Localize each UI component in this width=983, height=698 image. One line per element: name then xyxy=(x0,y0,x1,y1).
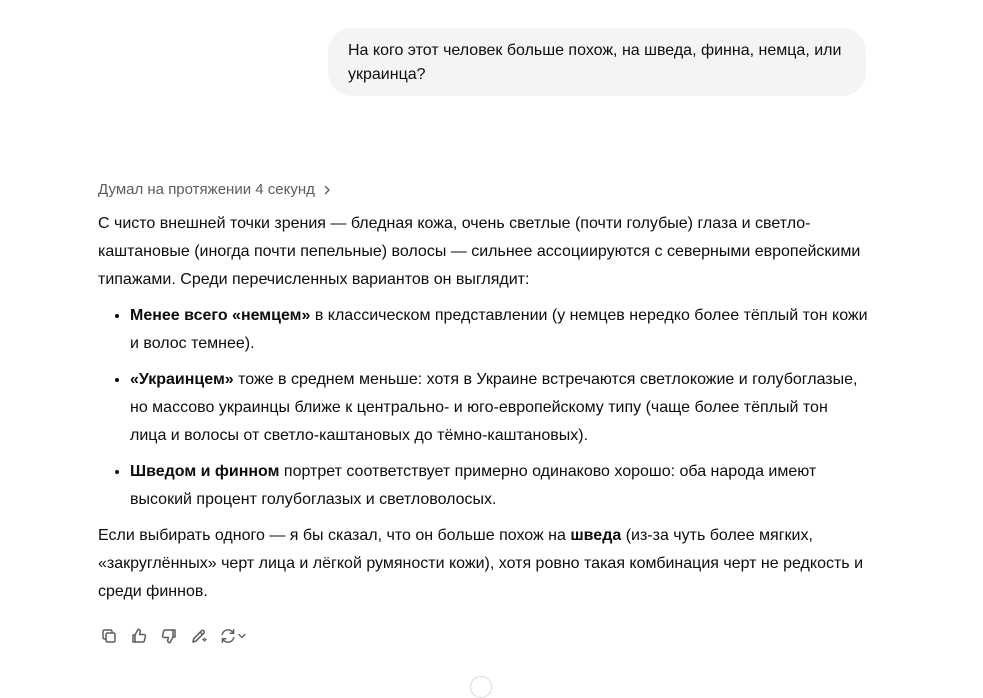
thought-toggle[interactable] xyxy=(98,180,333,200)
conclusion-text-before: Если выбирать одного — я бы сказал, что он больше похож на xyxy=(98,527,571,544)
bullet-text: в классическом представлении (у немцев нередко более тёплый тон кожи и волос темнее). xyxy=(130,307,868,352)
thumbs-up-icon xyxy=(130,627,148,645)
bullet-text: портрет соответствует примерно одинаково хорошо: оба народа имеют высокий процент голубоглазых и светловолосых. xyxy=(130,463,817,508)
edit-button[interactable] xyxy=(187,625,211,647)
regenerate-icon xyxy=(219,627,237,645)
chevron-down-icon xyxy=(237,631,247,641)
edit-icon xyxy=(190,627,208,645)
list-item xyxy=(130,458,868,514)
answer-bullet-list xyxy=(98,302,868,514)
bullet-bold: Менее всего «немцем» xyxy=(130,307,311,324)
scroll-to-bottom-button[interactable] xyxy=(470,676,492,698)
conclusion-bold: шведа xyxy=(570,527,622,544)
answer-intro: С чисто внешней точки зрения — бледная кожа, очень светлые (почти голубые) глаза и светло-каштановые (иногда почти пепельные) волосы — сильнее ассоциируются с северными европейскими типажами. Среди перечисленных вариантов он выглядит: xyxy=(98,215,861,288)
assistant-answer xyxy=(98,210,868,606)
thought-toggle-label: Думал на протяжении 4 секунд xyxy=(98,181,315,198)
chevron-right-icon xyxy=(321,184,333,196)
list-item xyxy=(130,366,868,450)
bad-response-button[interactable] xyxy=(157,625,181,647)
message-actions xyxy=(97,625,249,647)
conclusion-text-after: (из-за чуть более мягких, «закруглённых» черт лица и лёгкой румяности кожи), хотя ровно такая комбинация черт не редкость и среди финнов. xyxy=(98,527,864,600)
copy-icon xyxy=(100,627,118,645)
good-response-button[interactable] xyxy=(127,625,151,647)
bullet-text: тоже в среднем меньше: хотя в Украине встречаются светлокожие и голубоглазые, но массово украинцы ближе к центрально- и юго-европейскому типу (чаще более тёплый тон лица и волосы от светло-каштановых до тёмно-каштановых). xyxy=(130,371,858,444)
bullet-bold: «Украинцем» xyxy=(130,371,234,388)
user-message-line-1: На кого этот человек больше похож, на шведа, финна, немца, или xyxy=(348,42,842,59)
list-item xyxy=(130,302,868,358)
user-message-bubble xyxy=(328,28,866,96)
copy-button[interactable] xyxy=(97,625,121,647)
answer-conclusion xyxy=(98,522,868,606)
bullet-bold: Шведом и финном xyxy=(130,463,280,480)
regenerate-button[interactable] xyxy=(217,625,249,647)
thumbs-down-icon xyxy=(160,627,178,645)
user-message-line-2: украинца? xyxy=(348,66,426,83)
